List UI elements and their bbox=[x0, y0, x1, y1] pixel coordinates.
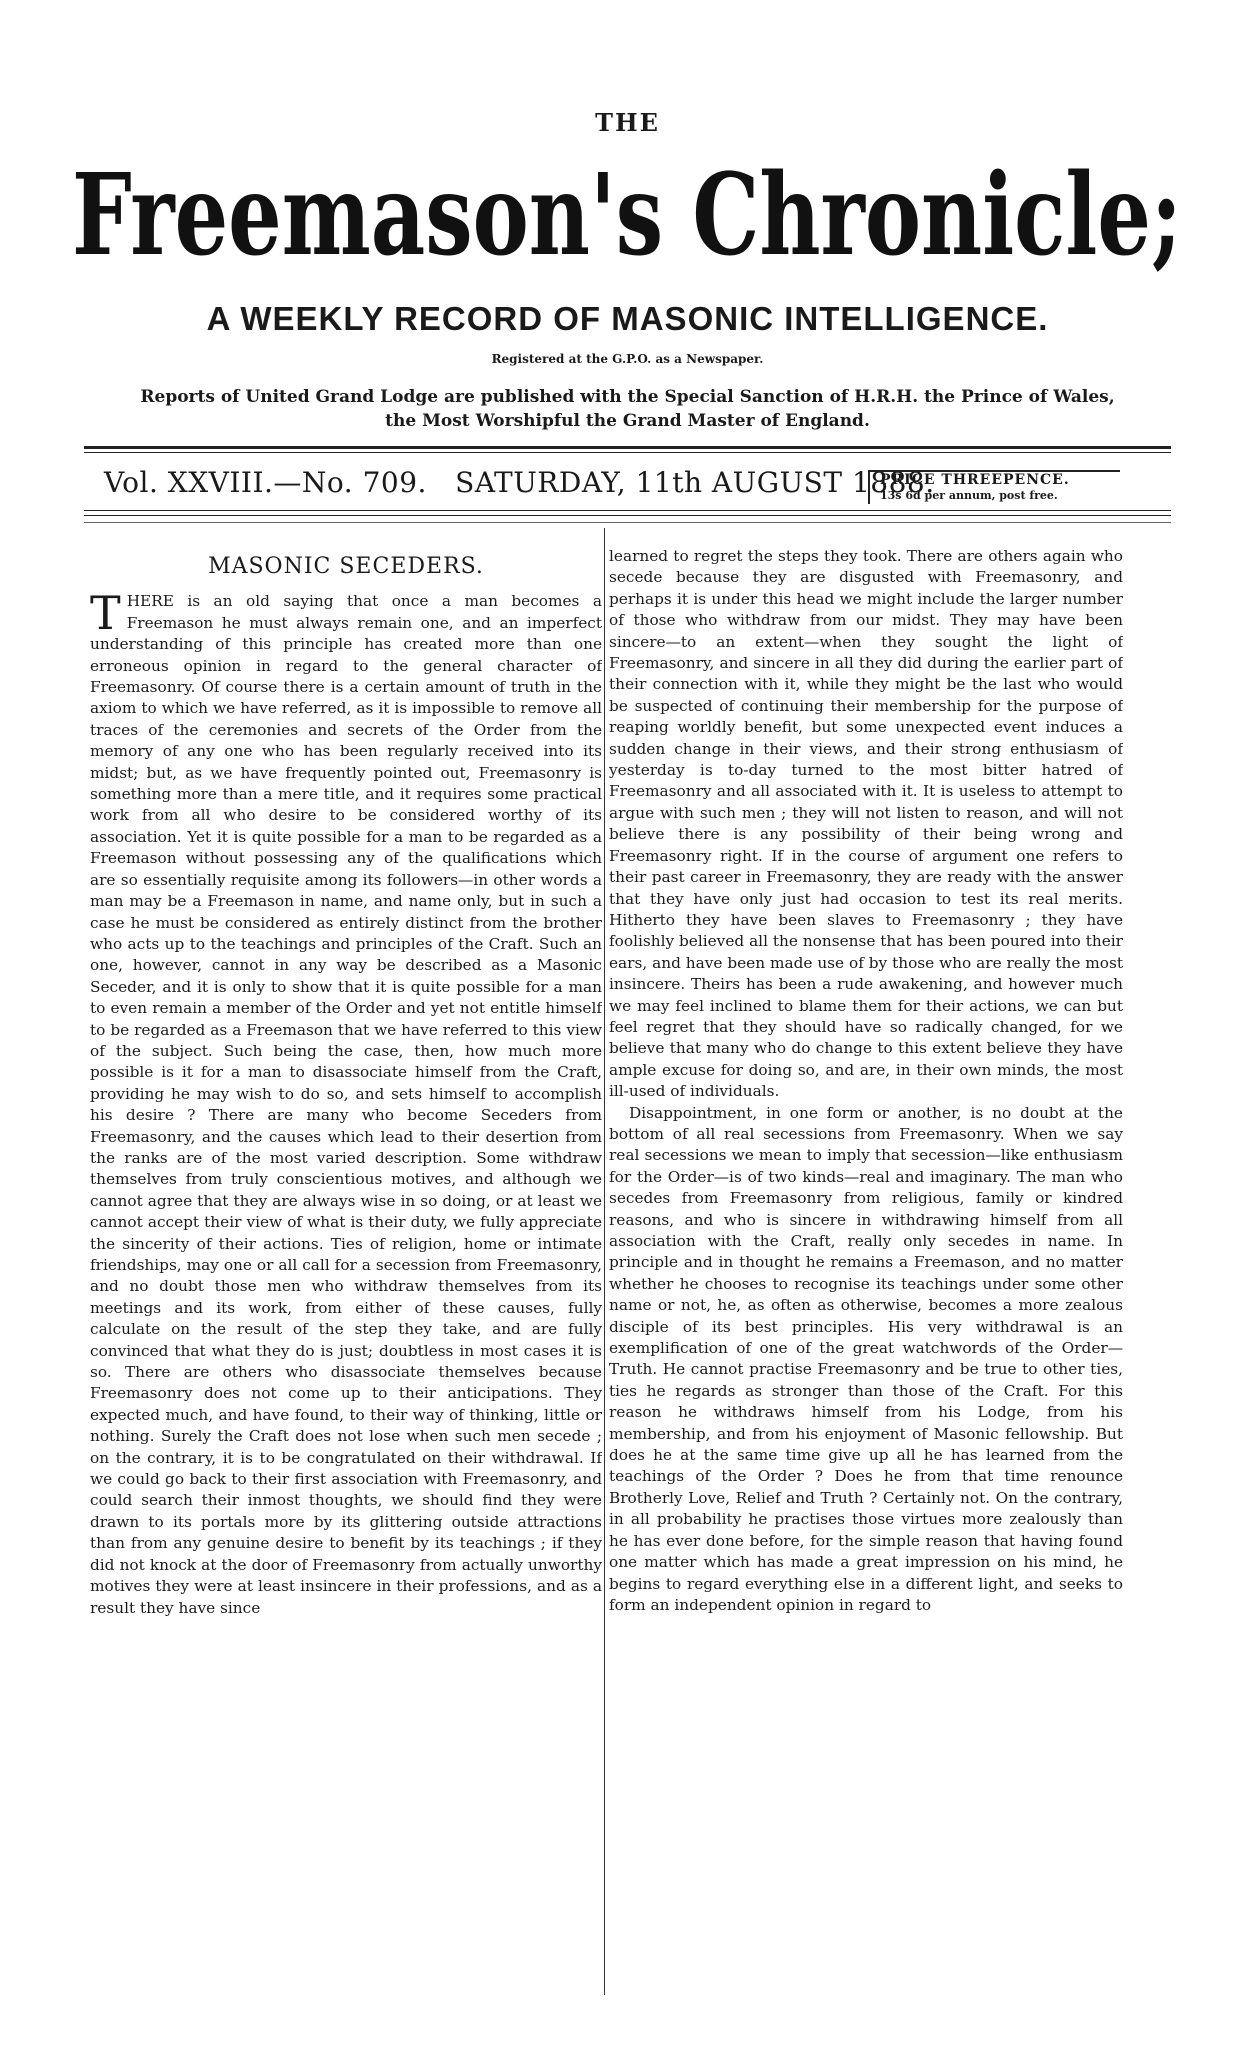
price-annual: 13s 6d per annum, post free. bbox=[880, 489, 1058, 502]
rule-divider bbox=[84, 522, 1171, 523]
rule-divider bbox=[84, 515, 1171, 516]
rule-divider bbox=[84, 510, 1171, 511]
article-paragraph: Disappointment, in one form or another, is no doubt at the bottom of all real secessions from Freemasonry. When we say real secessions we mean to imply that secession—like enthusiasm for the Order—is of two kinds—real and imaginary. The man who secedes from Freemasonry from religious, family or kindred reasons, and who is sincere in withdrawing himself from all association with the Craft, really only secedes in name. In principle and in thought he remains a Freemason, and no matter whether he chooses to recognise its teachings under some other name or not, he, as often as otherwise, becomes a more zealous disciple of its best principles. His very withdrawal is an exemplification of one of the great watchwords of the Order—Truth. He cannot practise Freemasonry and be true to other ties, ties he regards as stronger than those of the Craft. For this reason he withdraws himself from his Lodge, from his membership, and from his enjoyment of Masonic fellowship. But does he at the same time give up all he has learned from the teachings of the Order ? Does he from that time renounce Brotherly Love, Relief and Truth ? Certainly not. On the contrary, in all probability he practises those virtues more zealously than he has ever done before, for the simple reason that having found one matter which has made a great impression on his mind, he begins to regard everything else in a different light, and seeks to form an independent opinion in regard to bbox=[609, 1103, 1123, 1614]
reports-line-2: the Most Worshipful the Grand Master of England. bbox=[385, 411, 870, 431]
registered-notice: Registered at the G.P.O. as a Newspaper. bbox=[491, 352, 764, 366]
reports-line-1: Reports of United Grand Lodge are published with the Special Sanction of H.R.H. the Prince of Wales, bbox=[140, 387, 1115, 407]
masthead-the: THE bbox=[595, 108, 660, 137]
article-column-left bbox=[90, 546, 602, 1991]
article-paragraph bbox=[90, 586, 602, 1619]
article-paragraph: learned to regret the steps they took. There are others again who secede because they are disgusted with Freemasonry, and perhaps it is under this head we might include the larger number of those who withdraw from our midst. They may have been sincere—to an extent—when they sought the light of Freemasonry, and sincere in all they did during the earlier part of their connection with it, while they might be the last who would be suspected of continuing their membership for the purpose of reaping worldly benefit, but some unexpected event induces a sudden change in their views, and their strong enthusiasm of yesterday is to-day turned to the most bitter hatred of Freemasonry and all associated with it. It is useless to attempt to argue with such men ; they will not listen to reason, and will not believe there is any possibility of their being wrong and Freemasonry right. If in the course of argument one refers to their past career in Freemasonry, they are ready with the answer that they have only just had occasion to test its real merits. Hitherto they have been slaves to Freemasonry ; they have foolishly believed all the nonsense that has been poured into their ears, and have been made use of by those who are really the most insincere. Theirs has been a rude awakening, and however much we may feel inclined to blame them for their actions, we can but feel regret that they should have so radically changed, for we believe that many who do change to this extent believe they have ample excuse for doing so, and are, in their own minds, the most ill-used of individuals. bbox=[609, 547, 1123, 1101]
masthead-subtitle: A WEEKLY RECORD OF MASONIC INTELLIGENCE. bbox=[206, 300, 1049, 337]
article-title: MASONIC SECEDERS. bbox=[208, 554, 484, 579]
rule-divider bbox=[84, 452, 1171, 453]
rule-divider bbox=[84, 446, 1171, 449]
article-text-left: HERE is an old saying that once a man becomes a Freemason he must always remain one, and an imperfect understanding of this principle has created more than one erroneous opinion in regard to the general character of Freemasonry. Of course there is a certain amount of truth in the axiom to which we have referred, as it is impossible to remove all traces of the ceremonies and secrets of the Order from the memory of any one who has been regularly received into its midst; but, as we have frequently pointed out, Freemasonry is something more than a mere title, and it requires some practical work from all who desire to be considered worthy of its association. Yet it is quite possible for a man to be regarded as a Freemason without possessing any of the qualifications which are so essentially requisite among its followers—in other words a man may be a Freemason in name, and name only, but in such a case he must be considered as entirely distinct from the brother who acts up to the teachings and principles of the Craft. Such an one, however, cannot in any way be described as a Masonic Seceder, and it is only to show that it is quite possible for a man to even remain a member of the Order and yet not entitle himself to be regarded as a Freemason that we have referred to this view of the subject. Such being the case, then, how much more possible is it for a man to disassociate himself from the Craft, providing he may wish to do so, and sets himself to accomplish his desire ? There are many who become Seceders from Freemasonry, and the causes which lead to their desertion from the ranks are of the most varied description. Some withdraw themselves from truly conscientious motives, and although we cannot agree that they are always wise in so doing, or at least we cannot accept their view of what is their duty, we fully appreciate the sincerity of their actions. Ties of religion, home or intimate friendships, may one or all call for a secession from Freemasonry, and no doubt those men who withdraw themselves from its meetings and its work, from either of these causes, fully calculate on the result of the step they take, and are fully convinced that what they do is just; doubtless in most cases it is so. There are others who disassociate themselves because Freemasonry does not come up to their anticipations. They expected much, and have found, to their way of thinking, little or nothing. Surely the Craft does not lose when such men secede ; on the contrary, it is to be congratulated on their withdrawal. If we could go back to their first association with Freemasonry, and could search their inmost thoughts, we should find they were drawn to its portals more by its glittering outside attractions than from any genuine desire to benefit by its teachings ; if they did not knock at the door of Freemasonry from actually unworthy motives they were at least insincere in their professions, and as a result they have since bbox=[90, 592, 602, 1617]
masthead-title bbox=[60, 146, 1195, 286]
price-label: PRICE THREEPENCE. bbox=[880, 472, 1070, 488]
column-divider bbox=[604, 528, 605, 1995]
price-box bbox=[868, 470, 1120, 504]
article-column-right bbox=[609, 546, 1123, 1991]
masthead-title-text: Freemason's Chronicle; bbox=[72, 150, 1182, 281]
reports-notice bbox=[90, 385, 1165, 433]
drop-cap: T bbox=[90, 586, 121, 641]
masthead-title-svg bbox=[60, 146, 1195, 286]
issue-dateline: Vol. XXVIII.—No. 709. SATURDAY, 11th AUGUST 1888. bbox=[104, 466, 935, 499]
